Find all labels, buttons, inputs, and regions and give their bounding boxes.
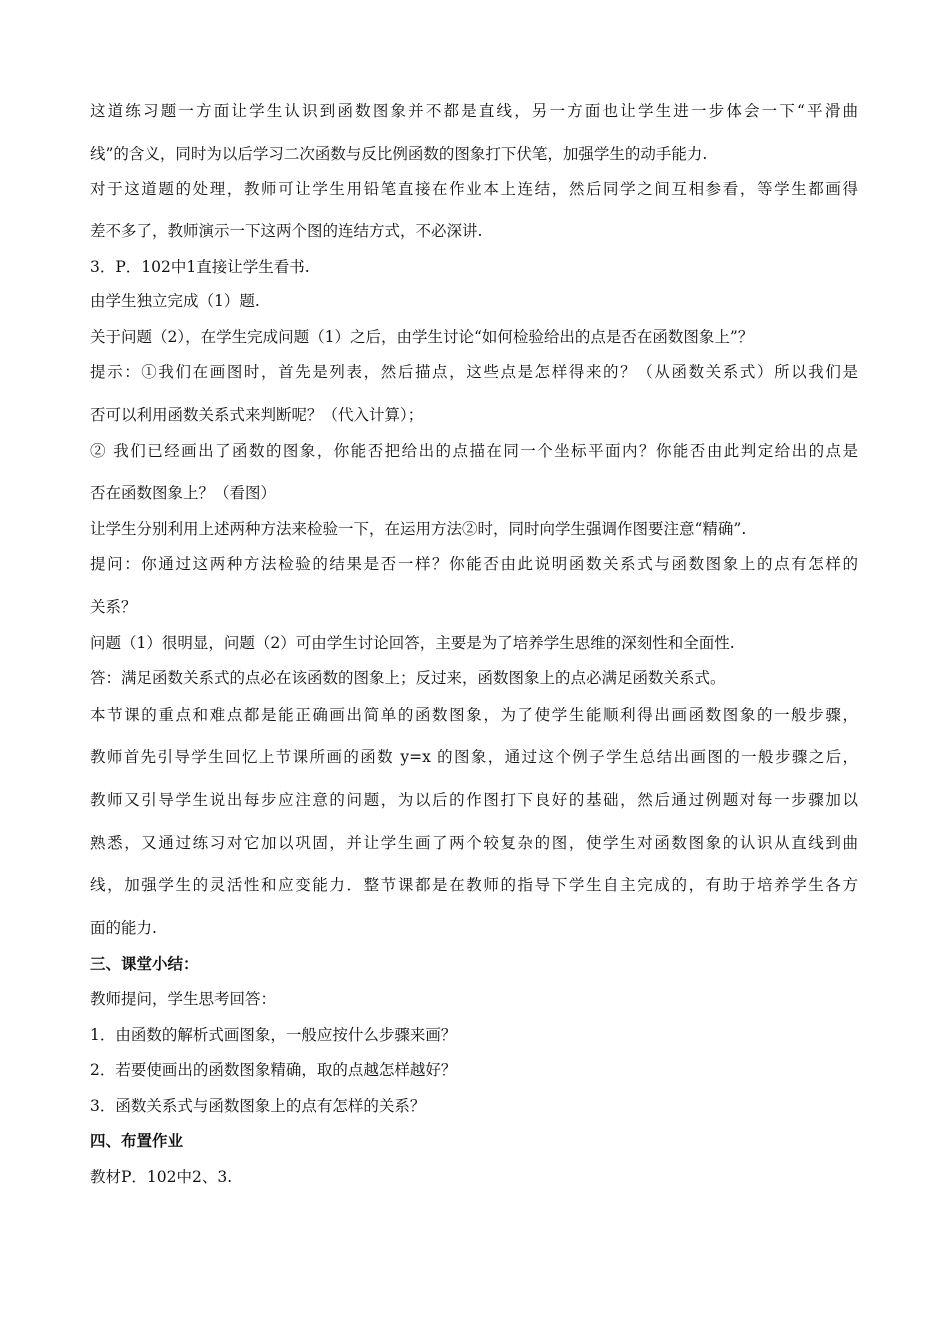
body-text-line: 教师提问，学生思考回答： [90, 990, 277, 1008]
list-item: 1．由函数的解析式画图象，一般应按什么步骤来画？ [90, 1026, 457, 1044]
body-text-line: 否可以利用函数关系式来判断呢？（代入计算）； [90, 406, 424, 424]
body-text-line: ② 我们已经画出了函数的图象，你能否把给出的点描在同一个坐标平面内？你能否由此判定给出的点是 [90, 442, 858, 460]
body-text-line: 问题（1）很明显，问题（2）可由学生讨论回答，主要是为了培养学生思维的深刻性和全面性. [90, 634, 735, 652]
body-text-line: 差不多了，教师演示一下这两个图的连结方式，不必深讲. [90, 222, 483, 240]
body-text-line: 关于问题（2），在学生完成问题（1）之后，由学生讨论“如何检验给出的点是否在函数图象上”？ [90, 328, 754, 346]
body-text-line: 线，加强学生的灵活性和应变能力．整节课都是在教师的指导下学生自主完成的，有助于培养学生各方 [90, 876, 858, 894]
body-text-line: 答：满足函数关系式的点必在该函数的图象上；反过来，函数图象上的点必满足函数关系式。 [90, 669, 726, 687]
body-text-line: 否在函数图象上？（看图） [90, 484, 277, 502]
body-text-line: 本节课的重点和难点都是能正确画出简单的函数图象，为了使学生能顺利得出画函数图象的一般步骤， [90, 706, 858, 724]
section-heading: 四、布置作业 [90, 1132, 184, 1150]
list-item: 3．函数关系式与函数图象上的点有怎样的关系？ [90, 1097, 426, 1115]
body-text-line: 面的能力. [90, 919, 157, 937]
body-text-line: 教师首先引导学生回忆上节课所画的函数 y=x 的图象，通过这个例子学生总结出画图的一般步骤之后， [90, 748, 858, 766]
body-text-line: 教师又引导学生说出每步应注意的问题，为以后的作图打下良好的基础，然后通过例题对每一步骤加以 [90, 791, 858, 809]
list-item: 2．若要使画出的函数图象精确，取的点越怎样越好？ [90, 1061, 457, 1079]
body-text-line: 这道练习题一方面让学生认识到函数图象并不都是直线，另一方面也让学生进一步体会一下“平滑曲 [90, 102, 858, 120]
body-text-line: 提问：你通过这两种方法检验的结果是否一样？你能否由此说明函数关系式与函数图象上的点有怎样的 [90, 555, 858, 573]
body-text-line: 让学生分别利用上述两种方法来检验一下，在运用方法②时，同时向学生强调作图要注意“精确”. [90, 520, 747, 538]
body-text-line: 熟悉，又通过练习对它加以巩固，并让学生画了两个较复杂的图，使学生对函数图象的认识从直线到曲 [90, 834, 858, 852]
body-text-line: 提示：①我们在画图时，首先是列表，然后描点，这些点是怎样得来的？（从函数关系式）所以我们是 [90, 363, 858, 381]
body-text-line: 线”的含义，同时为以后学习二次函数与反比例函数的图象打下伏笔，加强学生的动手能力. [90, 145, 708, 163]
body-text-line: 对于这道题的处理，教师可让学生用铅笔直接在作业本上连结，然后同学之间互相参看，等学生都画得 [90, 180, 858, 198]
body-text-line: 3．P．102中1直接让学生看书. [90, 258, 310, 276]
body-text-line: 由学生独立完成（1）题. [90, 292, 260, 310]
body-text-line: 教材P．102中2、3. [90, 1168, 233, 1186]
body-text-line: 关系？ [90, 598, 137, 616]
section-heading: 三、课堂小结： [90, 955, 199, 973]
